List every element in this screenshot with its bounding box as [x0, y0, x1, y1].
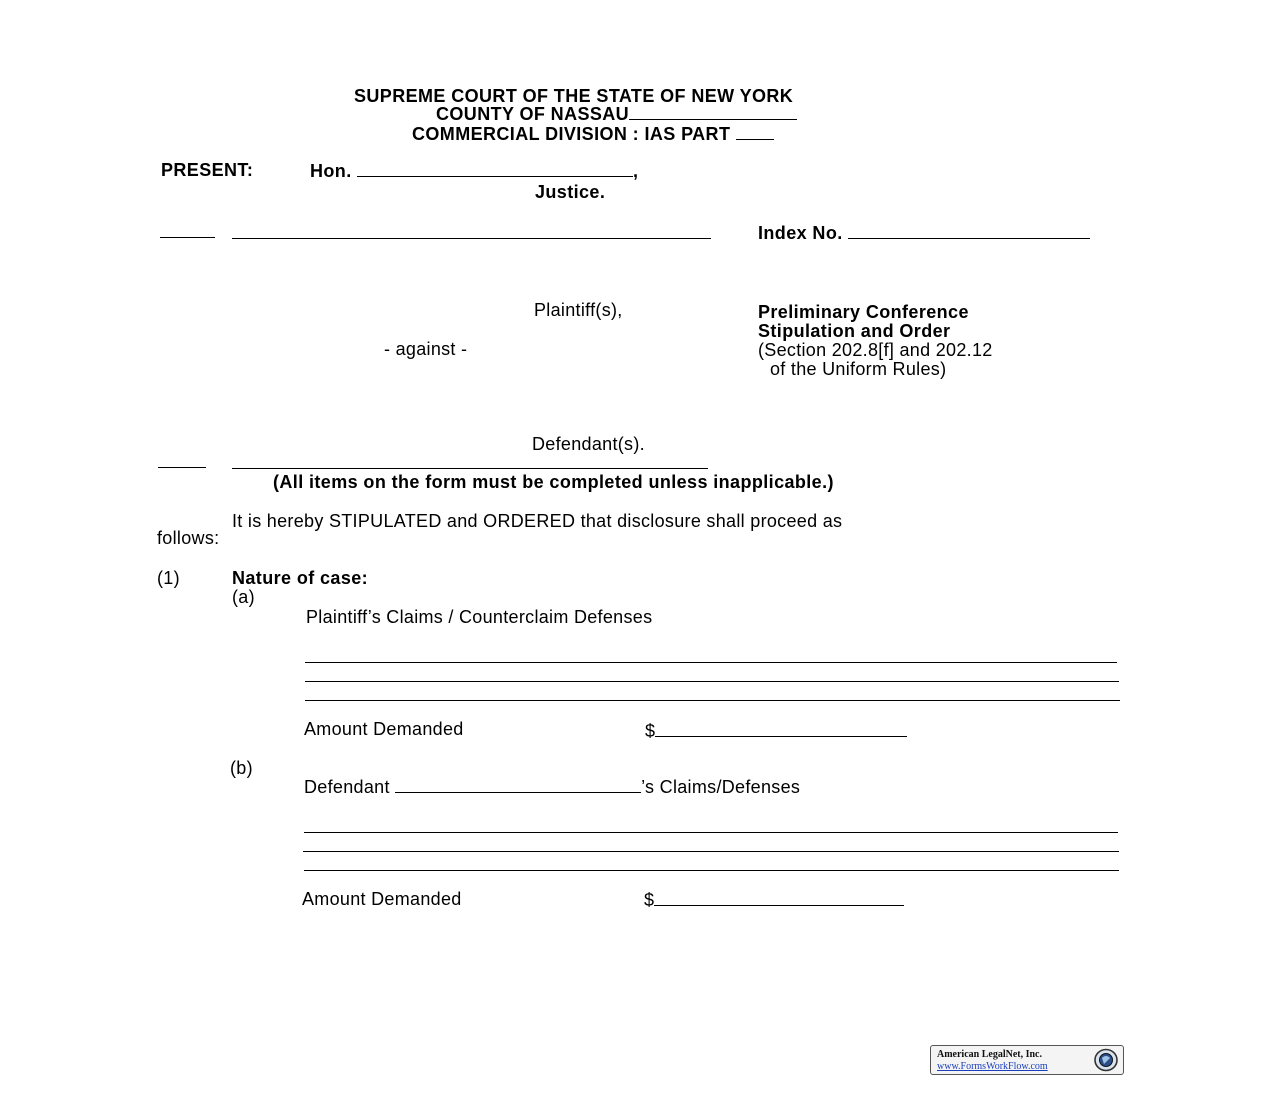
logo-website-link[interactable]: www.FormsWorkFlow.com — [937, 1061, 1048, 1072]
claims-b-line-1[interactable] — [304, 832, 1118, 833]
section-1-number: (1) — [157, 568, 180, 588]
american-legalnet-logo[interactable] — [930, 1045, 1124, 1075]
completion-notice: (All items on the form must be completed unless inapplicable.) — [273, 472, 834, 492]
item-b-heading — [304, 777, 800, 798]
division-line — [412, 124, 774, 145]
present-hon-line — [310, 161, 638, 182]
claims-a-line-2[interactable] — [305, 681, 1119, 682]
county-label: COUNTY OF NASSAU — [436, 104, 630, 124]
county-line — [436, 104, 797, 125]
justice-label: Justice. — [535, 182, 606, 202]
amount-b-line — [644, 890, 904, 911]
amount-demanded-b-blank[interactable] — [654, 891, 904, 906]
index-line — [758, 223, 1090, 244]
claims-a-line-3[interactable] — [305, 700, 1120, 701]
defendant-name-blank[interactable] — [395, 778, 641, 793]
defendant-label: Defendant(s). — [532, 434, 645, 454]
logo-company-name: American LegalNet, Inc. — [937, 1049, 1042, 1060]
index-label: Index No. — [758, 223, 843, 243]
amount-demanded-a-label: Amount Demanded — [304, 719, 464, 739]
intro-line-2: follows: — [157, 528, 220, 548]
caption-top-rule-left — [160, 237, 215, 238]
globe-seal-icon — [1093, 1048, 1119, 1072]
index-number-blank[interactable] — [848, 224, 1090, 239]
defendant-claims-suffix: ’s Claims/Defenses — [641, 777, 801, 797]
defendant-prefix: Defendant — [304, 777, 390, 797]
section-1-title: Nature of case: — [232, 568, 369, 588]
doc-title-2: Stipulation and Order — [758, 321, 951, 341]
caption-top-rule — [232, 238, 711, 239]
dollar-sign-b: $ — [644, 890, 655, 910]
hon-comma: , — [633, 161, 639, 181]
claims-a-line-1[interactable] — [305, 662, 1117, 663]
hon-label: Hon. — [310, 161, 352, 181]
item-a-label: (a) — [232, 587, 255, 607]
item-a-heading: Plaintiff’s Claims / Counterclaim Defenses — [306, 607, 653, 627]
doc-subtitle-1: (Section 202.8[f] and 202.12 — [758, 340, 993, 360]
plaintiff-label: Plaintiff(s), — [534, 300, 623, 320]
amount-demanded-a-blank[interactable] — [655, 722, 907, 737]
against-label: - against - — [384, 339, 468, 359]
item-b-label: (b) — [230, 758, 253, 778]
ias-part-blank[interactable] — [736, 125, 774, 140]
county-blank[interactable] — [629, 105, 797, 120]
doc-subtitle-2: of the Uniform Rules) — [770, 359, 947, 379]
present-label: PRESENT: — [161, 160, 254, 180]
division-label: COMMERCIAL DIVISION : IAS PART — [412, 124, 731, 144]
dollar-sign-a: $ — [645, 721, 656, 741]
claims-b-line-2[interactable] — [303, 851, 1119, 852]
caption-bottom-rule — [232, 468, 708, 469]
claims-b-line-3[interactable] — [304, 870, 1119, 871]
court-title: SUPREME COURT OF THE STATE OF NEW YORK — [354, 86, 794, 106]
caption-bottom-rule-left — [158, 467, 206, 468]
justice-name-blank[interactable] — [357, 162, 633, 177]
amount-demanded-b-label: Amount Demanded — [302, 889, 462, 909]
intro-line-1: It is hereby STIPULATED and ORDERED that disclosure shall proceed as — [232, 511, 843, 531]
amount-a-line — [645, 721, 907, 742]
doc-title-1: Preliminary Conference — [758, 302, 969, 322]
